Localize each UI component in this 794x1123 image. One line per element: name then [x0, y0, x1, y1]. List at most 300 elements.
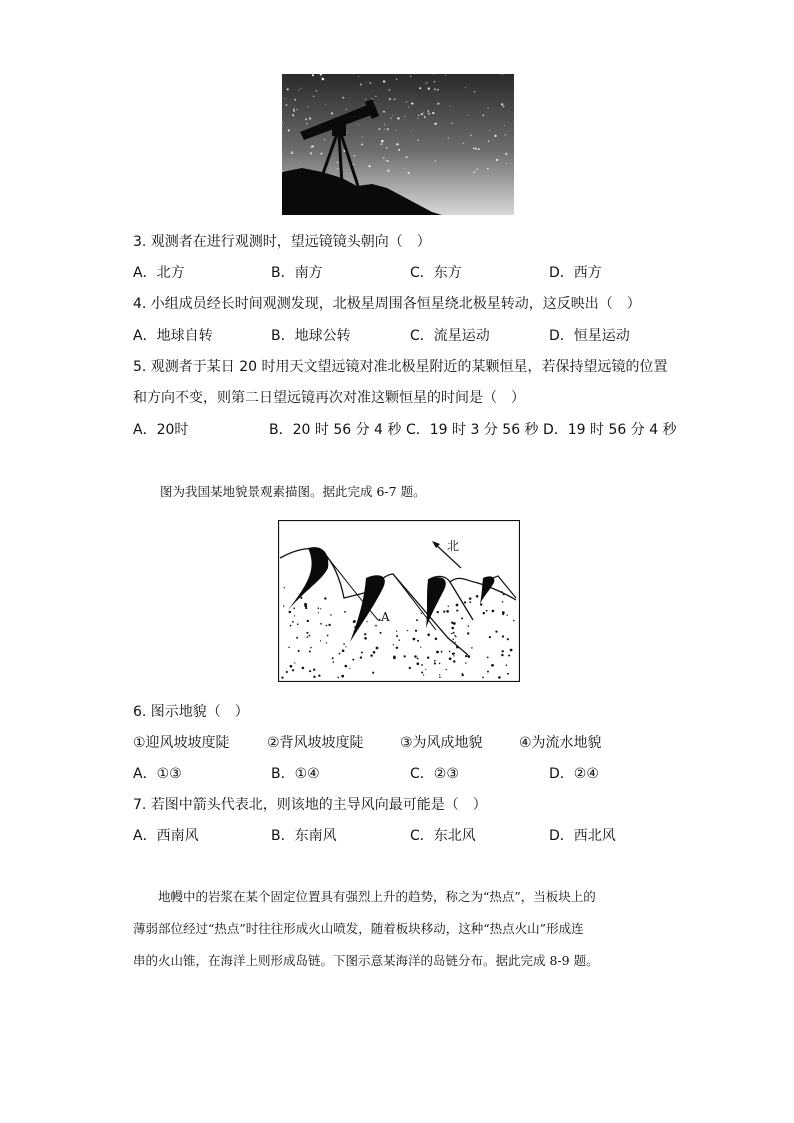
- sand-dot: [421, 664, 423, 666]
- sand-dot: [489, 636, 491, 638]
- sand-dot: [421, 613, 422, 614]
- star-dot: [299, 162, 300, 163]
- star-dot: [321, 153, 323, 155]
- star-dot: [384, 128, 385, 129]
- question-6-statement-4: ④为流水地貌: [519, 735, 602, 751]
- star-dot: [473, 147, 475, 149]
- star-dot: [445, 75, 446, 76]
- sand-dot: [326, 642, 327, 643]
- star-dot: [448, 137, 449, 138]
- star-dot: [465, 87, 466, 88]
- question-3-option-d: D．西方: [549, 265, 602, 281]
- sand-dot: [343, 643, 345, 645]
- sand-dot: [305, 607, 307, 609]
- question-3-option-c: C．东方: [410, 265, 462, 281]
- star-dot: [450, 106, 451, 107]
- sand-dot: [414, 655, 417, 658]
- section-intro-8-9-line-2: 薄弱部位经过“热点”时往往形成火山喷发，随着板块移动，这种“热点火山”形成连: [133, 921, 584, 936]
- question-6-option-b: B．①④: [271, 766, 320, 782]
- sand-dot: [437, 611, 439, 613]
- star-dot: [389, 89, 391, 91]
- star-dot: [421, 113, 423, 115]
- star-dot: [387, 128, 389, 130]
- star-dot: [384, 124, 385, 125]
- sand-dot: [420, 647, 421, 648]
- star-dot: [362, 137, 363, 138]
- star-dot: [406, 101, 407, 102]
- sand-dot: [300, 597, 302, 599]
- sand-dot: [449, 657, 452, 660]
- sand-dot: [294, 662, 295, 663]
- star-dot: [358, 125, 359, 126]
- question-6-option-a: A．①③: [133, 766, 182, 782]
- star-dot: [296, 109, 297, 110]
- star-dot: [506, 163, 507, 164]
- sand-dot: [292, 669, 294, 671]
- sand-dot: [454, 635, 455, 636]
- question-5-option-b: B．20 时 56 分 4 秒: [269, 422, 402, 438]
- sand-dot: [439, 663, 441, 665]
- sand-dot: [507, 673, 509, 675]
- star-dot: [378, 128, 380, 130]
- sand-dot: [318, 675, 320, 677]
- star-dot: [342, 97, 344, 99]
- sand-dot: [467, 655, 470, 658]
- star-dot: [285, 98, 286, 99]
- star-dot: [417, 139, 419, 141]
- sand-dot: [290, 625, 292, 627]
- question-6-statement-1: ①迎风坡坡度陡: [133, 735, 230, 751]
- sand-dot: [416, 619, 418, 621]
- star-dot: [331, 112, 333, 114]
- question-4-option-c: C．流星运动: [410, 328, 490, 344]
- star-dot: [383, 157, 385, 159]
- sand-dot: [281, 677, 283, 679]
- sand-dot: [324, 597, 326, 599]
- question-7-option-b: B．东南风: [271, 828, 337, 844]
- sand-dot: [506, 665, 507, 666]
- sand-dot: [487, 671, 489, 673]
- sand-dot: [352, 659, 354, 661]
- sand-dot: [328, 624, 330, 626]
- sand-dot: [462, 674, 464, 676]
- sand-dot: [501, 591, 503, 593]
- sand-dot: [443, 610, 445, 612]
- star-dot: [428, 110, 429, 111]
- sand-dot: [449, 651, 451, 653]
- star-dot: [354, 155, 356, 157]
- sand-dot: [446, 610, 449, 613]
- sand-dot: [501, 654, 503, 656]
- star-dot: [428, 112, 430, 114]
- question-6-option-d: D．②④: [549, 766, 599, 782]
- star-dot: [316, 90, 317, 91]
- star-dot: [305, 118, 307, 120]
- star-dot: [387, 170, 389, 172]
- star-dot: [389, 98, 391, 100]
- sand-dot: [469, 597, 472, 600]
- sand-dot: [456, 646, 459, 649]
- question-3-stem: 3. 观测者在进行观测时，望远镜镜头朝向（ ）: [133, 234, 431, 250]
- sand-dot: [296, 637, 298, 639]
- star-dot: [358, 76, 359, 77]
- sand-dot: [409, 667, 411, 669]
- question-7-option-d: D．西北风: [549, 828, 616, 844]
- sand-dot: [364, 633, 366, 635]
- section-intro-6-7: 图为我国某地貌景观素描图。据此完成 6-7 题。: [160, 484, 426, 499]
- star-dot: [365, 98, 366, 99]
- sand-dot: [345, 666, 346, 667]
- sand-dot: [467, 632, 469, 634]
- star-dot: [496, 159, 498, 161]
- sand-dot: [293, 607, 295, 609]
- sand-dot: [464, 601, 466, 603]
- sand-dot: [462, 673, 463, 674]
- sand-dot: [393, 656, 396, 659]
- star-dot: [404, 116, 405, 117]
- sand-dot: [434, 660, 436, 662]
- star-dot: [313, 96, 315, 98]
- star-dot: [475, 148, 477, 150]
- question-3-option-a: A．北方: [133, 265, 185, 281]
- sand-dot: [416, 662, 419, 665]
- sand-dot: [302, 667, 305, 670]
- sand-dot: [507, 638, 509, 640]
- sand-dot: [290, 665, 293, 668]
- sand-dot: [286, 671, 288, 673]
- telescope-photo: [282, 74, 514, 215]
- star-dot: [293, 110, 295, 112]
- star-dot: [293, 108, 294, 109]
- star-dot: [321, 77, 322, 78]
- star-dot: [470, 135, 472, 137]
- sand-dot: [320, 623, 322, 625]
- sand-dot: [476, 595, 479, 598]
- sand-dot: [423, 674, 424, 675]
- star-dot: [468, 115, 469, 116]
- dune-sketch-figure: [278, 520, 520, 682]
- sand-dot: [318, 612, 319, 613]
- star-dot: [405, 156, 407, 158]
- sand-dot: [451, 627, 454, 630]
- sand-dot: [417, 640, 419, 642]
- sand-dot: [344, 611, 346, 613]
- sand-dot: [309, 670, 311, 672]
- sand-dot: [421, 671, 423, 673]
- star-dot: [309, 117, 312, 120]
- sand-dot: [306, 632, 308, 634]
- star-dot: [398, 149, 400, 151]
- question-4-stem: 4. 小组成员经长时间观测发现，北极星周围各恒星绕北极星转动，这反映出（ ）: [133, 296, 641, 312]
- sand-dot: [452, 652, 454, 654]
- sand-dot: [361, 651, 363, 653]
- star-dot: [369, 82, 371, 84]
- sand-dot: [318, 607, 320, 609]
- sand-dot: [341, 675, 344, 678]
- star-dot: [394, 98, 396, 100]
- star-dot: [360, 83, 362, 85]
- star-dot: [428, 87, 430, 89]
- question-6-statement-2: ②背风坡坡度陡: [267, 735, 364, 751]
- star-dot: [288, 129, 290, 131]
- sand-dot: [342, 649, 345, 652]
- sand-dot: [503, 594, 505, 596]
- star-dot: [434, 81, 436, 83]
- sand-dot: [498, 676, 501, 679]
- question-4-option-b: B．地球公转: [271, 328, 351, 344]
- question-4-option-d: D．恒星运动: [549, 328, 630, 344]
- star-dot: [408, 106, 409, 107]
- sand-dot: [448, 606, 449, 607]
- sand-dot: [320, 640, 321, 641]
- sand-dot: [480, 603, 482, 605]
- sand-dot: [396, 635, 398, 637]
- question-5-stem-line-2: 和方向不变，则第二日望远镜再次对准这颗恒星的时间是（ ）: [133, 390, 525, 406]
- sand-dot: [307, 620, 309, 622]
- telescope-night-sky-icon: [282, 74, 514, 215]
- star-dot: [287, 88, 289, 90]
- star-dot: [310, 152, 312, 154]
- star-dot: [294, 99, 296, 101]
- sand-dot: [502, 613, 504, 615]
- star-dot: [395, 130, 396, 131]
- sand-dot: [309, 651, 311, 653]
- sand-dot: [332, 657, 334, 659]
- star-dot: [337, 168, 338, 169]
- sand-dot: [508, 654, 510, 656]
- sand-dot: [310, 647, 311, 648]
- sand-dot: [439, 674, 440, 675]
- sand-dot: [370, 654, 372, 656]
- sand-dot: [339, 653, 341, 655]
- sand-dot: [491, 664, 494, 667]
- star-dot: [392, 115, 393, 116]
- star-dot: [476, 169, 478, 171]
- star-dot: [437, 89, 439, 91]
- star-dot: [300, 88, 301, 89]
- sand-dot: [415, 630, 417, 632]
- section-intro-8-9-line-3: 串的火山锥，在海洋上则形成岛链。下图示意某海洋的岛链分布。据此完成 8-9 题。: [133, 953, 599, 968]
- star-dot: [433, 74, 434, 75]
- sand-dot: [471, 647, 473, 649]
- star-dot: [410, 76, 411, 77]
- star-dot: [501, 103, 503, 105]
- sand-dot: [451, 633, 453, 635]
- question-5-option-d: D．19 时 56 分 4 秒: [543, 422, 677, 438]
- sand-dot: [307, 636, 309, 638]
- question-5-option-c: C．19 时 3 分 56 秒: [406, 422, 539, 438]
- star-dot: [369, 165, 371, 167]
- sand-dot: [486, 610, 488, 612]
- star-dot: [343, 169, 344, 170]
- sand-dot: [399, 639, 401, 641]
- star-dot: [308, 106, 309, 107]
- sand-dot: [469, 601, 471, 603]
- star-dot: [432, 112, 434, 114]
- question-6-stem: 6. 图示地貌（ ）: [133, 704, 249, 720]
- star-dot: [426, 82, 428, 84]
- star-dot: [397, 117, 399, 119]
- sand-dot: [364, 611, 366, 613]
- sand-dot: [502, 601, 504, 603]
- star-dot: [396, 79, 397, 80]
- star-dot: [306, 123, 308, 125]
- sand-dot: [309, 635, 311, 637]
- sand-dot: [425, 669, 426, 670]
- star-dot: [462, 143, 463, 144]
- sand-dot: [492, 610, 495, 613]
- star-dot: [411, 130, 412, 131]
- sand-dot: [304, 603, 307, 606]
- sand-dot: [465, 655, 467, 657]
- sand-dot: [465, 662, 466, 663]
- sand-dot: [417, 658, 419, 660]
- star-dot: [504, 125, 505, 126]
- sand-dot: [345, 646, 346, 647]
- star-dot: [322, 78, 325, 81]
- star-dot: [505, 153, 507, 155]
- dune-sketch-icon: [278, 520, 520, 682]
- sand-dot: [292, 621, 294, 623]
- sand-dot: [289, 611, 292, 614]
- star-dot: [451, 123, 452, 124]
- sand-dot: [294, 615, 295, 616]
- star-dot: [482, 115, 484, 117]
- star-dot: [437, 102, 439, 104]
- sand-dot: [456, 610, 458, 612]
- star-dot: [425, 83, 426, 84]
- question-6-option-c: C．②③: [410, 766, 459, 782]
- sand-dot: [446, 669, 447, 670]
- sand-dot: [366, 621, 367, 622]
- sand-dot: [487, 657, 489, 659]
- sand-dot: [313, 676, 315, 678]
- question-5-option-a: A．20时: [133, 422, 189, 438]
- question-7-option-c: C．东北风: [410, 828, 476, 844]
- sand-dot: [455, 642, 456, 643]
- question-3-option-b: B．南方: [271, 265, 323, 281]
- sand-dot: [455, 636, 456, 637]
- sand-dot: [435, 638, 438, 641]
- sand-dot: [297, 623, 299, 625]
- star-dot: [298, 90, 299, 91]
- star-dot: [375, 96, 377, 98]
- sand-dot: [320, 608, 321, 609]
- sand-dot: [452, 638, 454, 640]
- star-dot: [325, 104, 326, 105]
- star-dot: [494, 135, 496, 137]
- sand-dot: [364, 637, 367, 640]
- sand-dot: [404, 655, 406, 657]
- sand-dot: [284, 587, 285, 588]
- sand-dot: [298, 650, 300, 652]
- sand-dot: [495, 630, 497, 632]
- sand-dot: [313, 669, 315, 671]
- star-dot: [488, 140, 489, 141]
- star-dot: [489, 130, 490, 131]
- star-dot: [345, 109, 346, 110]
- sand-dot: [510, 649, 513, 652]
- sand-dot: [337, 677, 339, 679]
- sand-dot: [373, 651, 376, 654]
- sand-dot: [379, 632, 381, 634]
- sand-dot: [413, 638, 416, 641]
- sand-dot: [483, 612, 485, 614]
- star-dot: [417, 118, 418, 119]
- sand-dot: [441, 651, 443, 653]
- sand-dot: [407, 630, 408, 631]
- star-dot: [387, 160, 389, 162]
- sand-dot: [353, 621, 356, 624]
- sand-dot: [439, 677, 441, 679]
- sand-dot: [434, 662, 436, 664]
- question-7-stem: 7. 若图中箭头代表北，则该地的主导风向最可能是（ ）: [133, 797, 487, 813]
- star-dot: [386, 147, 387, 148]
- sand-dot: [283, 605, 284, 606]
- sand-dot: [326, 625, 327, 626]
- sand-dot: [360, 656, 362, 658]
- star-dot: [434, 88, 436, 90]
- star-dot: [337, 162, 339, 164]
- star-dot: [386, 160, 388, 162]
- sand-dot: [453, 655, 454, 656]
- sand-dot: [482, 677, 484, 679]
- star-dot: [478, 148, 480, 150]
- star-dot: [474, 91, 475, 92]
- sand-dot: [327, 635, 329, 637]
- sand-dot: [376, 647, 379, 650]
- star-dot: [396, 143, 398, 145]
- star-dot: [419, 87, 421, 89]
- sand-dot: [333, 661, 335, 663]
- star-dot: [286, 104, 288, 106]
- sand-dot: [354, 626, 356, 628]
- star-dot: [503, 106, 505, 108]
- star-dot: [423, 112, 424, 113]
- sand-dot: [501, 650, 503, 652]
- star-dot: [424, 116, 426, 118]
- star-dot: [312, 145, 314, 147]
- sand-dot: [468, 625, 469, 626]
- sand-dot: [453, 622, 456, 625]
- sand-dot: [436, 651, 439, 654]
- star-dot: [291, 151, 294, 154]
- question-4-option-a: A．地球自转: [133, 328, 213, 344]
- section-intro-8-9-line-1: 地幔中的岩浆在某个固定位置具有强烈上升的趋势，称之为“热点”，当板块上的: [133, 889, 596, 904]
- sand-dot: [349, 668, 350, 669]
- star-dot: [404, 168, 405, 169]
- star-dot: [408, 172, 410, 174]
- star-dot: [383, 80, 386, 83]
- star-dot: [418, 114, 419, 115]
- sand-dot: [288, 647, 289, 648]
- sand-dot: [396, 647, 398, 649]
- star-dot: [487, 108, 488, 109]
- sand-dot: [453, 632, 455, 634]
- star-dot: [487, 168, 488, 169]
- star-dot: [381, 140, 384, 143]
- star-dot: [504, 134, 505, 135]
- sand-dot: [461, 617, 463, 619]
- sand-dot: [427, 633, 430, 636]
- star-dot: [434, 123, 436, 125]
- sand-dot: [375, 625, 377, 627]
- question-6-statement-3: ③为风成地貌: [400, 735, 483, 751]
- north-label: 北: [447, 539, 460, 553]
- question-5-stem-line-1: 5. 观测者于某日 20 时用天文望远镜对准北极星附近的某颗恒星，若保持望远镜的位置: [133, 359, 668, 375]
- sand-dot: [372, 672, 374, 674]
- star-dot: [324, 139, 325, 140]
